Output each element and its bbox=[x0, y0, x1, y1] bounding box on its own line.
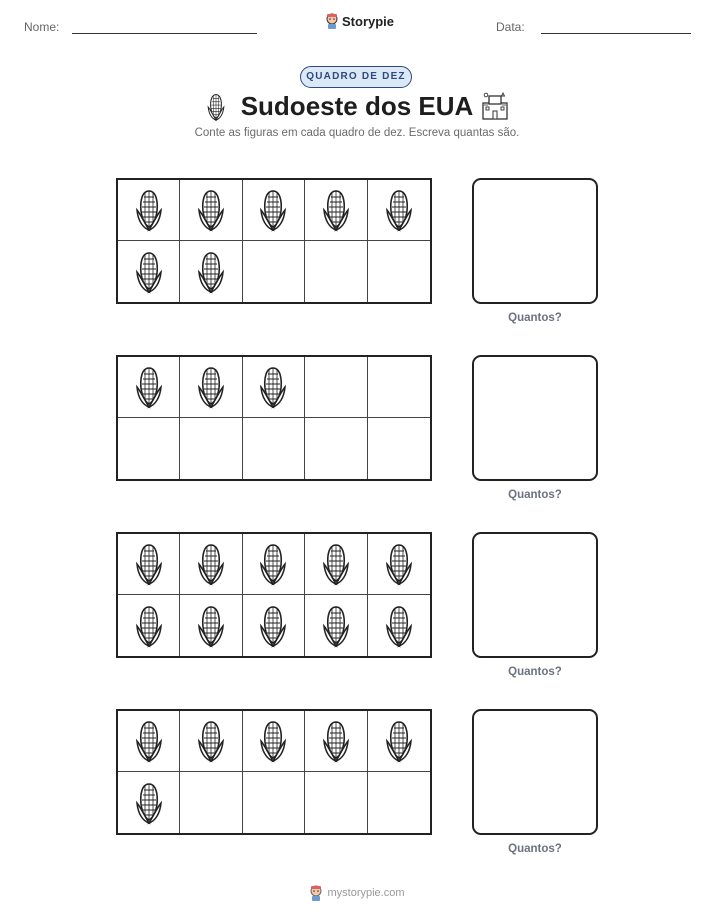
frame-cell bbox=[368, 534, 430, 595]
frame-cell bbox=[118, 534, 180, 595]
footer bbox=[0, 885, 714, 901]
frame-cell bbox=[180, 772, 242, 833]
corn-icon bbox=[384, 187, 414, 233]
footer-url: mystorypie.com bbox=[327, 887, 405, 899]
corn-icon bbox=[134, 249, 164, 295]
frame-cell bbox=[243, 595, 305, 656]
frame-cell bbox=[305, 241, 367, 302]
frame-cell bbox=[180, 711, 242, 772]
corn-icon bbox=[196, 541, 226, 587]
corn-icon bbox=[134, 187, 164, 233]
pueblo-building-icon bbox=[480, 91, 510, 121]
answer-box-4[interactable] bbox=[472, 709, 598, 835]
frame-cell bbox=[368, 241, 430, 302]
ten-frame-2 bbox=[116, 355, 432, 481]
frame-cell bbox=[243, 772, 305, 833]
storypie-mascot-icon bbox=[325, 13, 339, 29]
corn-icon bbox=[134, 603, 164, 649]
frame-cell bbox=[368, 357, 430, 418]
corn-icon bbox=[321, 718, 351, 764]
frame-cell bbox=[368, 711, 430, 772]
frame-cell bbox=[118, 180, 180, 241]
corn-icon bbox=[258, 603, 288, 649]
corn-icon bbox=[196, 187, 226, 233]
frame-cell bbox=[118, 772, 180, 833]
corn-icon bbox=[134, 718, 164, 764]
frame-cell bbox=[118, 357, 180, 418]
date-label: Data: bbox=[496, 20, 525, 34]
answer-label-4: Quantos? bbox=[508, 843, 562, 855]
frame-cell bbox=[305, 418, 367, 479]
frame-cell bbox=[305, 357, 367, 418]
frame-cell bbox=[243, 180, 305, 241]
frame-cell bbox=[180, 180, 242, 241]
frame-cell bbox=[305, 711, 367, 772]
frame-cell bbox=[180, 418, 242, 479]
page-title: Sudoeste dos EUA bbox=[240, 91, 474, 121]
frame-cell bbox=[180, 357, 242, 418]
corn-icon bbox=[134, 541, 164, 587]
frame-cell bbox=[180, 241, 242, 302]
frame-cell bbox=[118, 595, 180, 656]
frame-cell bbox=[368, 180, 430, 241]
brand-name: Storypie bbox=[342, 13, 395, 29]
frame-cell bbox=[118, 241, 180, 302]
corn-icon bbox=[384, 603, 414, 649]
frame-cell bbox=[243, 711, 305, 772]
frame-cell bbox=[368, 595, 430, 656]
instructions: Conte as figuras em cada quadro de dez. Escreva quantas são. bbox=[194, 127, 520, 139]
corn-icon bbox=[134, 780, 164, 826]
frame-cell bbox=[305, 772, 367, 833]
corn-icon bbox=[384, 541, 414, 587]
frame-cell bbox=[305, 534, 367, 595]
worksheet-type-badge: QUADRO DE DEZ bbox=[300, 66, 412, 88]
corn-icon bbox=[196, 249, 226, 295]
corn-icon bbox=[258, 718, 288, 764]
corn-icon bbox=[384, 718, 414, 764]
ten-frame-1 bbox=[116, 178, 432, 304]
ten-frame-3 bbox=[116, 532, 432, 658]
frame-cell bbox=[180, 595, 242, 656]
frame-cell bbox=[180, 534, 242, 595]
corn-icon bbox=[321, 541, 351, 587]
frame-cell bbox=[243, 418, 305, 479]
corn-icon bbox=[321, 603, 351, 649]
answer-box-2[interactable] bbox=[472, 355, 598, 481]
answer-label-2: Quantos? bbox=[508, 489, 562, 501]
frame-cell bbox=[118, 418, 180, 479]
answer-label-3: Quantos? bbox=[508, 666, 562, 678]
corn-icon bbox=[196, 603, 226, 649]
answer-box-3[interactable] bbox=[472, 532, 598, 658]
frame-cell bbox=[368, 418, 430, 479]
corn-icon bbox=[196, 364, 226, 410]
answer-label-1: Quantos? bbox=[508, 312, 562, 324]
answer-box-1[interactable] bbox=[472, 178, 598, 304]
corn-icon bbox=[258, 364, 288, 410]
brand-logo bbox=[325, 13, 394, 29]
corn-icon bbox=[258, 541, 288, 587]
frame-cell bbox=[243, 357, 305, 418]
corn-icon bbox=[206, 92, 226, 122]
storypie-mascot-icon bbox=[309, 885, 323, 901]
frame-cell bbox=[118, 711, 180, 772]
frame-cell bbox=[305, 180, 367, 241]
frame-cell bbox=[243, 534, 305, 595]
name-line bbox=[72, 33, 257, 34]
date-line bbox=[541, 33, 691, 34]
corn-icon bbox=[196, 718, 226, 764]
ten-frame-4 bbox=[116, 709, 432, 835]
frame-cell bbox=[243, 241, 305, 302]
corn-icon bbox=[321, 187, 351, 233]
corn-icon bbox=[258, 187, 288, 233]
frame-cell bbox=[368, 772, 430, 833]
corn-icon bbox=[134, 364, 164, 410]
frame-cell bbox=[305, 595, 367, 656]
name-label: Nome: bbox=[24, 20, 60, 34]
